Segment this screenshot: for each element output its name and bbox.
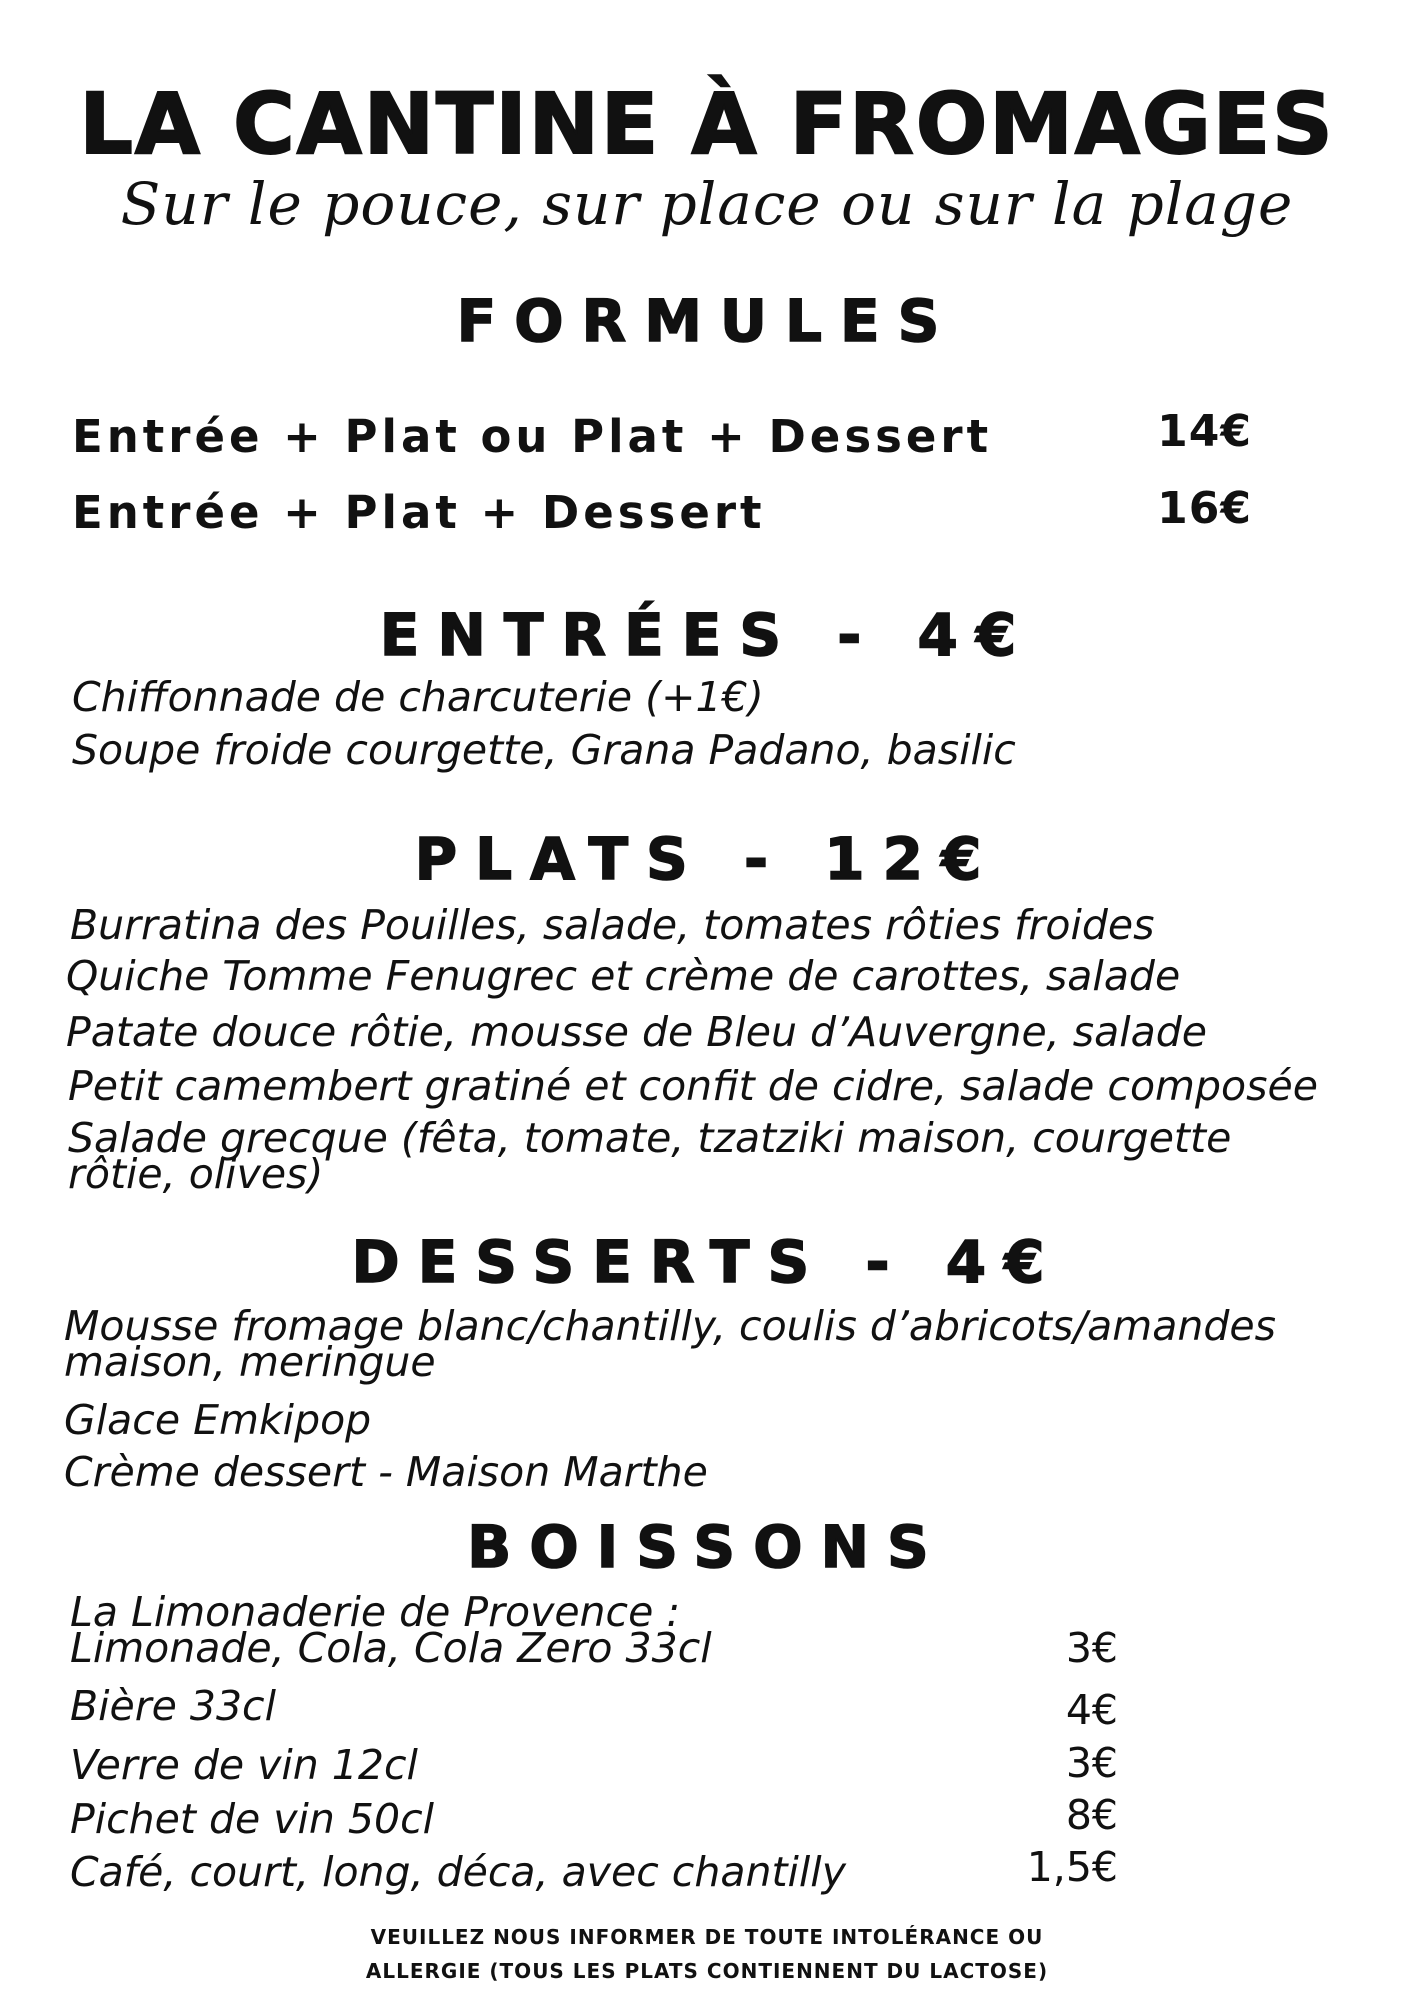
plat-item: Petit camembert gratiné et confit de cidre, salade composée xyxy=(68,1062,1318,1110)
allergy-note-wrap xyxy=(0,1920,1414,1988)
plat-item: Burratina des Pouilles, salade, tomates rôties froides xyxy=(70,901,1155,949)
plat-item: Patate douce rôtie, mousse de Bleu d’Auvergne, salade xyxy=(66,1008,1207,1056)
boisson-item: Pichet de vin 50cl xyxy=(70,1795,435,1843)
formule-label: Entrée + Plat + Dessert xyxy=(72,486,766,539)
boisson-price: 3€ xyxy=(1065,1739,1118,1787)
section-heading-desserts: DESSERTS - 4€ xyxy=(351,1228,1063,1296)
formule-price: 14€ xyxy=(1157,406,1252,457)
section-heading-entrees: ENTRÉES - 4€ xyxy=(379,601,1035,669)
boisson-price: 4€ xyxy=(1065,1686,1118,1734)
section-heading-plats: PLATS - 12€ xyxy=(414,825,1000,893)
boisson-price: 1,5€ xyxy=(1026,1843,1118,1891)
boisson-item: Café, court, long, déca, avec chantilly xyxy=(70,1848,846,1896)
boisson-price: 3€ xyxy=(1065,1624,1118,1672)
tagline: Sur le pouce, sur place ou sur la plage xyxy=(120,170,1294,238)
boisson-item: La Limonaderie de Provence : Limonade, Cola, Cola Zero 33cl xyxy=(70,1588,712,1672)
restaurant-title: LA CANTINE À FROMAGES xyxy=(79,75,1335,173)
entree-item: Chiffonnade de charcuterie (+1€) xyxy=(72,673,764,721)
section-heading-boissons: BOISSONS xyxy=(467,1513,947,1581)
dessert-item: Glace Emkipop xyxy=(64,1396,372,1444)
dessert-item: Crème dessert - Maison Marthe xyxy=(64,1448,708,1496)
plat-item: Quiche Tomme Fenugrec et crème de carottes, salade xyxy=(66,952,1181,1000)
allergy-note: VEUILLEZ NOUS INFORMER DE TOUTE INTOLÉRANCE OU ALLERGIE (TOUS LES PLATS CONTIENNENT DU LACTOSE) xyxy=(365,1925,1049,1983)
plat-item: Salade grecque (fêta, tomate, tzatziki maison, courgette rôtie, olives) xyxy=(68,1114,1232,1198)
boisson-item: Bière 33cl xyxy=(70,1682,276,1730)
formule-price: 16€ xyxy=(1157,483,1252,534)
boisson-price: 8€ xyxy=(1065,1791,1118,1839)
dessert-item: Mousse fromage blanc/chantilly, coulis d’abricots/amandes maison, meringue xyxy=(64,1302,1276,1386)
entree-item: Soupe froide courgette, Grana Padano, basilic xyxy=(72,726,1016,774)
boisson-item: Verre de vin 12cl xyxy=(70,1741,418,1789)
section-heading-formules: FORMULES xyxy=(456,287,958,355)
formule-label: Entrée + Plat ou Plat + Dessert xyxy=(72,410,993,463)
